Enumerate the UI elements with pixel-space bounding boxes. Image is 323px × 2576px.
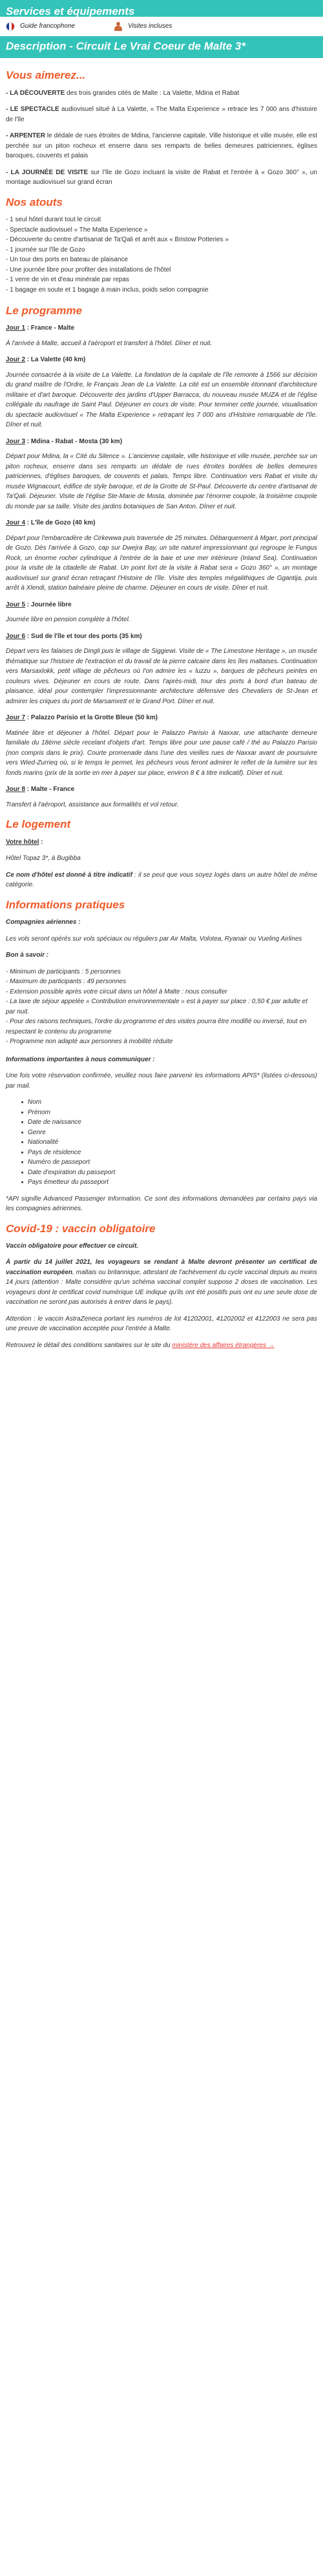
apis-item: Pays de résidence (28, 1148, 317, 1158)
highlight-item: - LA JOURNÉE DE VISITE sur l'île de Gozo incluant la visite de Rabat et l'entrée à « Gozo 360° », un montage audiovisuel sur grand écran (6, 168, 317, 186)
day-5 (6, 600, 317, 625)
know-item: - La taxe de séjour appelée « Contribution environnementale » est à payer sur place : 0,50 € par adulte et par nuit. (6, 998, 307, 1015)
know-title: Bon à savoir : (6, 952, 49, 959)
day-text: Départ pour Mdina, la « Cité du Silence ». L'ancienne capitale, ville historique et ville musée, perchée sur un piton rocheux, enserre dans ses remparts un dédale de rues étroites bordées de belles demeures patriciennes, d'églises baroques, de couvents et palais. Temps libre. Continuation vers Rabat et visite du musée Wignacourt, édifice de style baroque, et de la Grotte de St-Paul. Découverte du centre d'artisanat de Ta'Qali. Déjeuner. Visite de l'église Ste-Marie de Mosta, dominée par l'énorme coupole, la troisième coupole du monde par sa taille. Visite des jardins botaniques de San Anton. Dîner et nuit. (6, 453, 317, 510)
covid-para-1: À partir du 14 juillet 2021, les voyageurs se rendant à Malte devront présenter un certificat de vaccination européen, maltais ou britannique, attestant de l'achèvement du cycle vaccinal depuis au moins 14 jours (attention : Malte considère qu'un schéma vaccinal complet suppose 2 doses de vaccination. Les voyageurs dont le certificat covid numérique UE indique qu'ils ont été positifs puis ont eu une seule dose de vaccination ne seront pas autorisés à entrer dans le pays). (6, 1259, 317, 1306)
day-label: Jour 3 (6, 437, 26, 445)
day-name: : Journée libre (25, 601, 72, 608)
apis-item: Nationalité (28, 1137, 317, 1148)
atout-item: - Un tour des ports en bateau de plaisance (6, 256, 129, 264)
day-6 (6, 632, 317, 707)
section-title-highlights: Vous aimerez... (6, 69, 86, 82)
covid-para-3: Retrouvez le détail des conditions sanitaires sur le site du ministère des affaires étrangères → (6, 1341, 275, 1349)
service-label: Guide francophone (20, 23, 76, 30)
section-title-covid: Covid-19 : vaccin obligatoire (6, 1222, 156, 1235)
know-item: - Maximum de participants : 49 personnes (6, 978, 127, 986)
day-text: Journée consacrée à la visite de La Valette. La fondation de la capitale de l'île remonte à 1566 sur décision du grand maître de l'Ordre, le Français Jean de La Valette. La cité est un ensemble étonnant d'architecture militaire et d'art baroque. Découverte des jardins d'Upper Barracca, du nouveau musée MUZA et de l'église collégiale du naufrage de Saint Paul. Déjeuner en cours de visite. Pour terminer cette journée, visualisation du spectacle audiovisuel « The Malta Experience » retraçant les 7 000 ans d'Histoire remarquable de l'île. Dîner et nuit. (6, 371, 317, 429)
day-3 (6, 437, 317, 512)
companies-title: Compagnies aériennes : (6, 919, 81, 926)
covid-subtitle: Vaccin obligatoire pour effectuer ce circuit. (6, 1242, 139, 1250)
person-icon (114, 22, 123, 31)
service-visits (114, 21, 172, 32)
description-content (0, 58, 323, 1361)
apis-item: Prénom (28, 1108, 317, 1118)
day-text: Départ vers les falaises de Dingli puis le village de Siggiewi. Visite de « The Limestone Heritage », un musée thématique sur l'histoire de l'extraction et du travail de la pierre calcaire dans les îles maltaises. Continuation vers Marsaxlokk, petit village de pêcheurs où l'on admire les « luzzu », barques de pêcheurs peintes en couleurs vives. Déjeuner en cours de route. Dans l'après-midi, tour des ports à bord d'un bateau de plaisance, idéal pour contempler l'impressionnante architecture défensive des Chevaliers de St-Jean et admirer les criques du port de Marsamxett et le Grand Port. Dîner et nuit. (6, 648, 317, 705)
know-item: - Minimum de participants : 5 personnes (6, 968, 121, 975)
section-title-infos: Informations pratiques (6, 898, 125, 911)
day-label: Jour 8 (6, 786, 26, 794)
day-label: Jour 2 (6, 356, 26, 364)
description-header: Description - Circuit Le Vrai Coeur de Malte 3* (0, 36, 323, 58)
programme-days (6, 323, 317, 810)
day-text: Journée libre en pension complète à l'hôtel. (6, 616, 130, 624)
apis-item: Date de naissance (28, 1117, 317, 1128)
apis-item: Date d'expiration du passeport (28, 1168, 317, 1178)
communicate-title: Informations importantes à nous communiquer : (6, 1055, 155, 1063)
highlight-item: - ARPENTER le dédale de rues étroites de Mdina, l'ancienne capitale. Ville historique et ville musée, elle est perchée sur un piton rocheux et enserre dans ses remparts de belles demeures patriciennes, églises baroques, couvents et palais (6, 132, 317, 160)
day-name: : L'île de Gozo (40 km) (25, 519, 96, 527)
services-header: Services et équipements (0, 0, 323, 17)
hotel-name: Hôtel Topaz 3*, à Bugibba (6, 855, 81, 863)
atout-item: - Spectacle audiovisuel « The Malta Experience » (6, 226, 148, 234)
day-4 (6, 518, 317, 594)
ministry-link[interactable]: ministère des affaires étrangères → (172, 1341, 275, 1349)
day-label: Jour 1 (6, 324, 26, 332)
atout-item: - 1 bagage en soute et 1 bagage à main inclus, poids selon compagnie (6, 286, 209, 294)
apis-list (6, 1097, 317, 1188)
highlight-item: - LE SPECTACLE audiovisuel situé à La Valette, « The Malta Experience » retrace les 7 000 ans d'histoire de l'île (6, 106, 317, 123)
service-french-guide (6, 21, 75, 32)
day-name: : Mdina - Rabat - Mosta (30 km) (25, 437, 123, 445)
day-name: : Malte - France (25, 786, 75, 794)
french-flag-icon (6, 22, 15, 31)
know-list (6, 967, 317, 1047)
day-text: Départ pour l'embarcadère de Cirkewwa puis traversée de 25 minutes. Débarquement à Mgarr, port principal de Gozo. Dès l'arrivée à Gozo, cap sur Dwejra Bay, un site naturel impressionnant qui regroupe le Fungus Rock, un énorme rocher cylindrique à l'entrée de la baie et une mer intérieure (Inland Sea). Continuation pour la visite de la citadelle de Rabat. Un point fort de la visite à Rabat sera « Gozo 360° », un montage audiovisuel sur grand écran retraçant l'Histoire de l'île. Visite des temples mégalithiques de Ggantija, puis arrêt à Xlendi, station balnéaire pleine de charme. Déjeuner en cours de visite. Dîner et nuit. (6, 534, 317, 592)
day-text: À l'arrivée à Malte, accueil à l'aéroport et transfert à l'hôtel. Dîner et nuit. (6, 339, 213, 347)
know-item: - Programme non adapté aux personnes à mobilité réduite (6, 1038, 173, 1046)
apis-item: Pays émetteur du passeport (28, 1177, 317, 1188)
day-label: Jour 7 (6, 714, 26, 722)
atout-item: - Découverte du centre d'artisanat de Ta'Qali et arrêt aux « Bristow Potteries » (6, 236, 229, 244)
day-8 (6, 784, 317, 810)
day-label: Jour 4 (6, 519, 26, 527)
day-label: Jour 6 (6, 632, 26, 640)
day-2 (6, 355, 317, 430)
section-title-logement: Le logement (6, 818, 71, 831)
apis-item: Genre (28, 1128, 317, 1138)
apis-note: *API signifie Advanced Passenger Information. Ce sont des informations demandées par certains pays via les compagnies aériennes. (6, 1195, 317, 1213)
highlights-list (6, 88, 317, 188)
know-item: - Pour des raisons techniques, l'ordre du programme et des visites pourra être modifié ou inversé, tout en respectant le contenu du programme (6, 1018, 307, 1035)
atout-item: - 1 verre de vin et d'eau minérale par repas (6, 276, 129, 284)
atouts-list (6, 215, 317, 295)
apis-item: Numéro de passeport (28, 1157, 317, 1168)
day-name: : Sud de l'île et tour des ports (35 km) (25, 632, 142, 640)
apis-item: Nom (28, 1097, 317, 1108)
day-1 (6, 323, 317, 348)
section-title-programme: Le programme (6, 305, 83, 317)
service-label: Visites incluses (128, 23, 172, 30)
hotel-note: Ce nom d'hôtel est donné à titre indicatif : il se peut que vous soyez logés dans un autre hôtel de même catégorie. (6, 871, 318, 889)
atout-item: - Une journée libre pour profiter des installations de l'hôtel (6, 266, 171, 274)
covid-para-2: Attention : le vaccin AstraZeneca portant les numéros de lot 41202001, 41202002 et 4122003 ne sera pas une preuve de vaccination acceptée pour l'entrée à Malte. (6, 1315, 317, 1333)
atout-item: - 1 seul hôtel durant tout le circuit (6, 216, 101, 224)
day-name: : France - Malte (25, 324, 75, 332)
day-label: Jour 5 (6, 601, 26, 608)
highlight-item: - LA DÉCOUVERTE des trois grandes cités de Malte : La Valette, Mdina et Rabat (6, 89, 240, 97)
day-name: : La Valette (40 km) (25, 356, 86, 364)
communicate-intro: Une fois votre réservation confirmée, veuillez nous faire parvenir les informations APIS* (listées ci-dessous) par mail. (6, 1072, 317, 1090)
day-name: : Palazzo Parisio et la Grotte Bleue (50 km) (25, 714, 158, 722)
know-item: - Extension possible après votre circuit dans un hôtel à Malte : nous consulter (6, 988, 227, 995)
companies-text: Les vols seront opérés sur vols spéciaux ou réguliers par Air Malta, Volotea, Ryanair ou Vueling Airlines (6, 935, 302, 943)
day-text: Matinée libre et déjeuner à l'hôtel. Départ pour le Palazzo Parisio à Naxxar, une attachante demeure familiale du 18ème siècle recelant d'objets d'art. Temps libre pour une pause café / thé au Palazzo Parisio (non compris dans le prix). Courte promenade dans l'une des vieilles rues de Naxxar avant de poursuivre vers Wied-Zurrieq où, si le temps le permet, les pêcheurs vous feront admirer le reflet de la lumière sur les fonds marins (prix de la sortie en mer à payer sur place, environ 8 € à titre indicatif). Dîner et nuit. (6, 729, 317, 777)
day-7 (6, 713, 317, 778)
section-title-atouts: Nos atouts (6, 195, 63, 208)
hotel-label: Votre hôtel : (6, 838, 43, 846)
atout-item: - 1 journée sur l'île de Gozo (6, 246, 85, 254)
day-text: Transfert à l'aéroport, assistance aux formalités et vol retour. (6, 801, 179, 808)
